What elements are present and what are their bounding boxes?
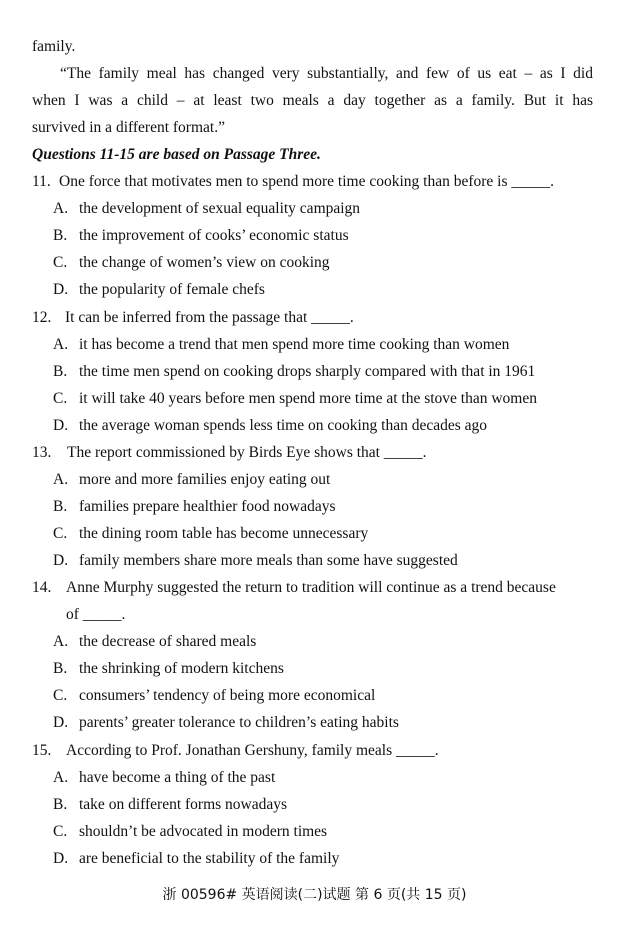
question-stem — [32, 443, 426, 463]
option-text: shouldn’t be advocated in modern times — [79, 823, 328, 840]
option-letter: A. — [53, 336, 69, 353]
question-number: 13. — [32, 444, 52, 461]
question-text: One force that motivates men to spend more time cooking than before is _____. — [59, 173, 555, 190]
option-text: it has become a trend that men spend more time cooking than women — [79, 336, 510, 353]
answer-option — [53, 632, 256, 652]
question-number: 15. — [32, 742, 52, 759]
answer-option — [53, 524, 368, 544]
option-letter: B. — [53, 796, 68, 813]
passage-text-line: family. — [32, 38, 76, 55]
question-stem — [32, 172, 554, 192]
answer-option — [53, 659, 284, 679]
answer-option — [53, 713, 399, 733]
option-letter: C. — [53, 687, 68, 704]
question-text: The report commissioned by Birds Eye shows that _____. — [67, 444, 427, 461]
option-letter: B. — [53, 227, 68, 244]
question-text: According to Prof. Jonathan Gershuny, family meals _____. — [66, 742, 439, 759]
option-letter: C. — [53, 525, 68, 542]
option-letter: D. — [53, 417, 69, 434]
option-letter: D. — [53, 552, 69, 569]
question-number: 11. — [32, 173, 51, 190]
option-text: the dining room table has become unnecessary — [79, 525, 369, 542]
option-letter: D. — [53, 714, 69, 731]
answer-option — [53, 253, 330, 273]
answer-option — [53, 822, 327, 842]
question-stem-continuation: of _____. — [66, 606, 126, 623]
option-text: have become a thing of the past — [79, 769, 276, 786]
option-text: family members share more meals than some have suggested — [79, 552, 458, 569]
question-stem — [32, 578, 556, 598]
answer-option — [53, 470, 330, 490]
option-text: the decrease of shared meals — [79, 633, 257, 650]
answer-option — [53, 497, 336, 517]
passage-text-line: when I was a child – at least two meals a day together as a family. But it has — [32, 92, 593, 109]
option-letter: D. — [53, 850, 69, 867]
option-letter: C. — [53, 390, 68, 407]
question-stem — [32, 308, 354, 328]
option-text: families prepare healthier food nowadays — [79, 498, 336, 515]
option-letter: A. — [53, 769, 69, 786]
page-footer: 浙 00596# 英语阅读(二)试题 第 6 页(共 15 页) — [162, 887, 467, 903]
option-text: it will take 40 years before men spend more time at the stove than women — [79, 390, 537, 407]
option-text: the improvement of cooks’ economic status — [79, 227, 349, 244]
option-letter: A. — [53, 200, 69, 217]
option-letter: C. — [53, 823, 68, 840]
section-heading: Questions 11-15 are based on Passage Three. — [32, 146, 321, 163]
option-text: the development of sexual equality campaign — [79, 200, 361, 217]
option-text: the time men spend on cooking drops sharply compared with that in 1961 — [79, 363, 536, 380]
passage-text-line: “The family meal has changed very substantially, and few of us eat – as I did — [60, 65, 593, 82]
option-text: the average woman spends less time on cooking than decades ago — [79, 417, 488, 434]
option-text: the change of women’s view on cooking — [79, 254, 330, 271]
answer-option — [53, 768, 275, 788]
option-letter: B. — [53, 363, 68, 380]
answer-option — [53, 226, 349, 246]
answer-option — [53, 389, 537, 409]
option-text: the shrinking of modern kitchens — [79, 660, 284, 677]
option-letter: B. — [53, 498, 68, 515]
option-text: more and more families enjoy eating out — [79, 471, 331, 488]
answer-option — [53, 362, 535, 382]
question-number: 14. — [32, 579, 52, 596]
option-letter: C. — [53, 254, 68, 271]
passage-text-line: survived in a different format.” — [32, 119, 225, 136]
answer-option — [53, 199, 360, 219]
answer-option — [53, 849, 339, 869]
option-text: parents’ greater tolerance to children’s eating habits — [79, 714, 399, 731]
option-text: are beneficial to the stability of the family — [79, 850, 340, 867]
option-letter: B. — [53, 660, 68, 677]
answer-option — [53, 335, 509, 355]
answer-option — [53, 795, 287, 815]
question-number: 12. — [32, 309, 52, 326]
option-letter: A. — [53, 471, 69, 488]
question-stem — [32, 741, 439, 761]
question-text: It can be inferred from the passage that _____. — [65, 309, 354, 326]
answer-option — [53, 416, 487, 436]
option-text: take on different forms nowadays — [79, 796, 288, 813]
option-text: consumers’ tendency of being more economical — [79, 687, 376, 704]
answer-option — [53, 280, 265, 300]
answer-option — [53, 686, 375, 706]
answer-option — [53, 551, 458, 571]
option-text: the popularity of female chefs — [79, 281, 265, 298]
question-text: Anne Murphy suggested the return to tradition will continue as a trend because — [66, 579, 556, 596]
option-letter: D. — [53, 281, 69, 298]
option-letter: A. — [53, 633, 69, 650]
